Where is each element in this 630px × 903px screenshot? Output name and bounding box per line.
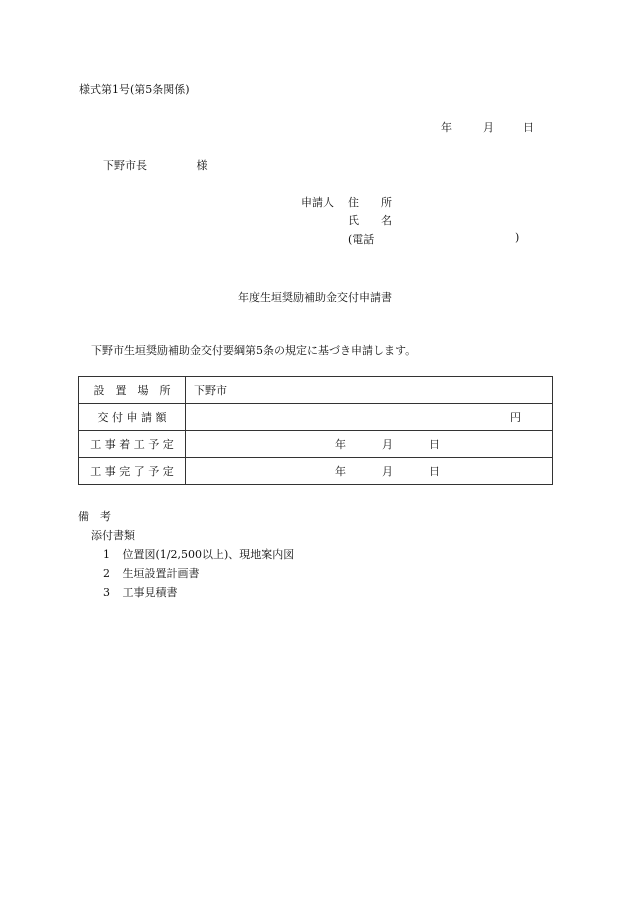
start-month: 月 — [382, 438, 393, 451]
end-year: 年 — [335, 465, 346, 478]
start-year: 年 — [335, 438, 346, 451]
end-month: 月 — [382, 465, 393, 478]
start-date-cell — [186, 431, 553, 458]
item-number: 2 — [103, 567, 110, 580]
name-label: 氏 名 — [348, 214, 392, 227]
table-row — [79, 458, 553, 485]
list-item — [103, 584, 178, 600]
item-number: 3 — [103, 586, 110, 599]
attachments-title: 添付書類 — [91, 529, 135, 542]
location-label: 設 置 場 所 — [79, 377, 186, 404]
submission-date — [441, 119, 534, 135]
item-text: 生垣設置計画書 — [122, 567, 200, 580]
application-table — [78, 376, 553, 485]
item-text: 位置図(1/2,500以上)、現地案内図 — [122, 548, 295, 561]
addressee-honorific: 様 — [196, 159, 208, 172]
date-year: 年 — [441, 121, 452, 134]
addressee-name: 下野市長 — [103, 159, 147, 172]
table-row — [79, 404, 553, 431]
start-date-label: 工 事 着 工 予 定 — [79, 431, 186, 458]
item-text: 工事見積書 — [122, 586, 178, 599]
amount-value-cell — [186, 404, 553, 431]
list-item — [103, 565, 200, 581]
end-day: 日 — [429, 465, 440, 478]
document-title: 年度生垣奨励補助金交付申請書 — [238, 291, 392, 304]
list-item — [103, 546, 294, 562]
end-date-cell — [186, 458, 553, 485]
address-label: 住 所 — [348, 196, 392, 209]
item-number: 1 — [103, 548, 110, 561]
form-number: 様式第1号(第5条関係) — [79, 83, 190, 96]
applicant-label: 申請人 — [301, 196, 334, 209]
table-row — [79, 431, 553, 458]
table-row — [79, 377, 553, 404]
intro-sentence: 下野市生垣奨励補助金交付要綱第5条の規定に基づき申請します。 — [91, 344, 417, 357]
phone-label: (電話 — [348, 233, 375, 246]
location-value: 下野市 — [194, 384, 227, 397]
date-month: 月 — [483, 121, 494, 134]
location-value-cell — [186, 377, 553, 404]
end-date-label: 工 事 完 了 予 定 — [79, 458, 186, 485]
addressee — [103, 157, 208, 173]
amount-label: 交 付 申 請 額 — [79, 404, 186, 431]
date-day: 日 — [523, 121, 534, 134]
phone-close-paren: ) — [515, 231, 520, 244]
remarks-title: 備 考 — [78, 510, 111, 523]
start-day: 日 — [429, 438, 440, 451]
amount-unit: 円 — [510, 411, 521, 424]
